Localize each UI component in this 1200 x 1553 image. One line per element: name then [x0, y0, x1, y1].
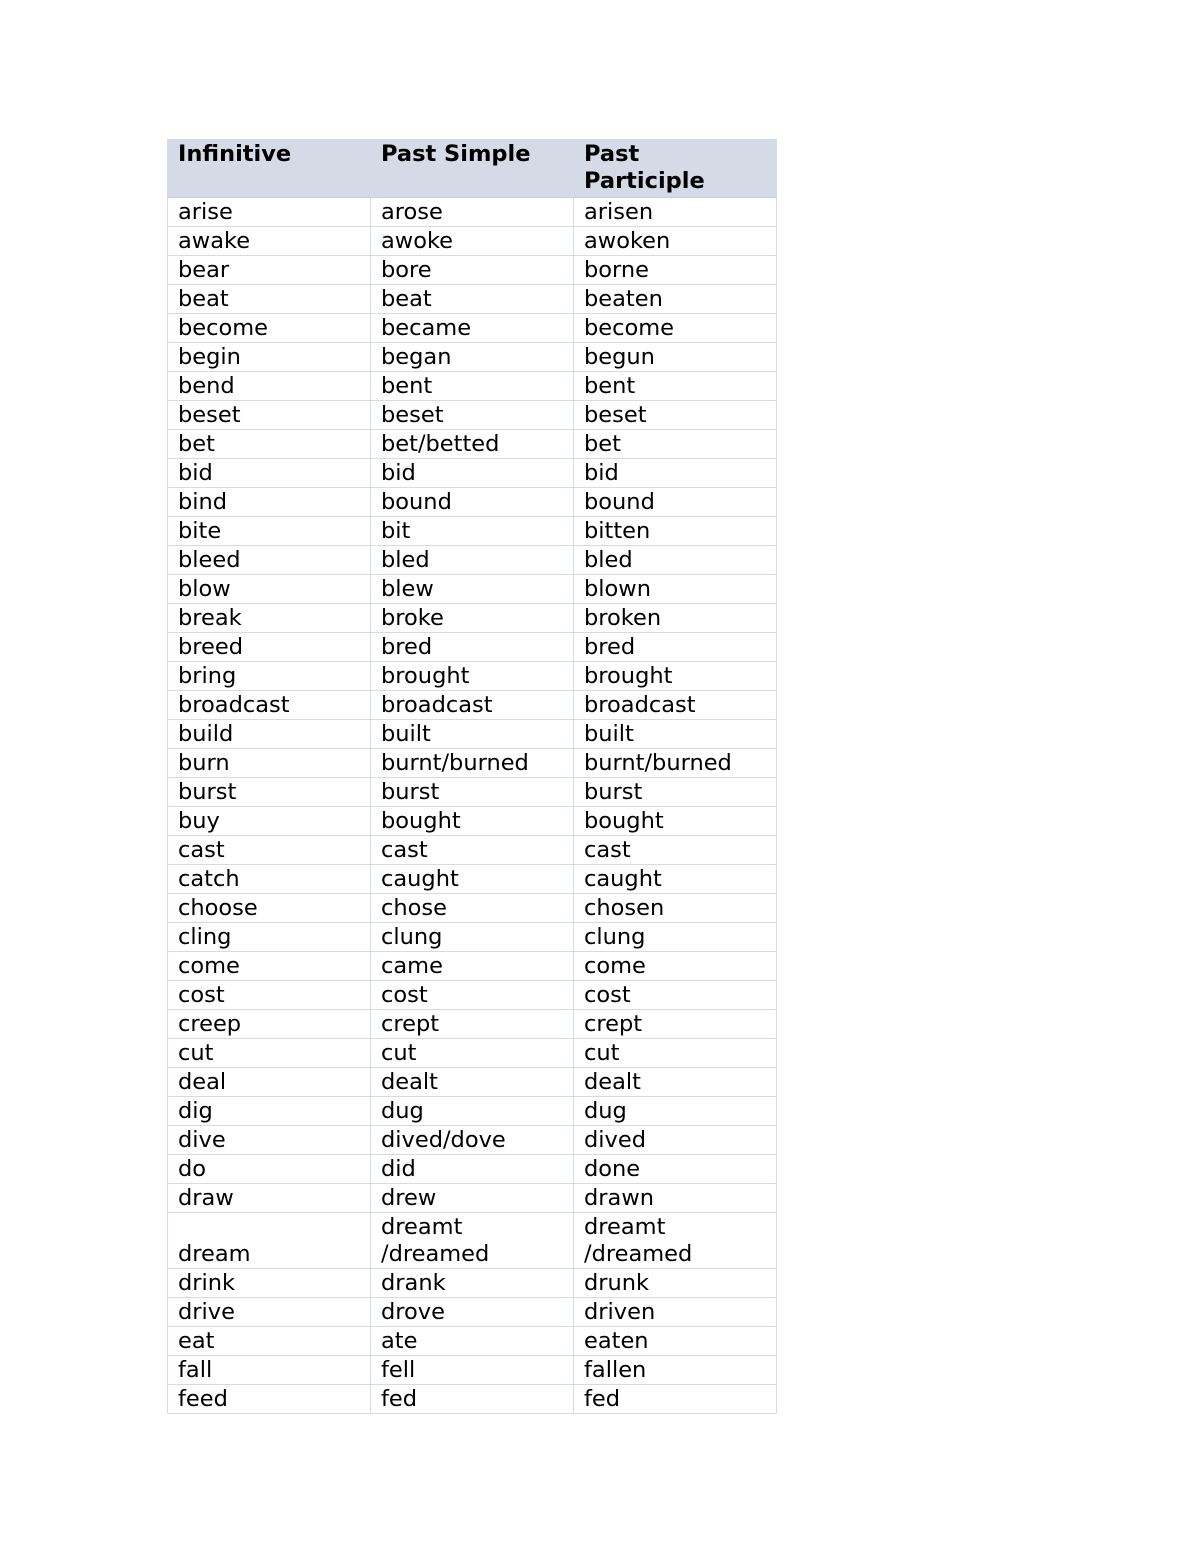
cell-past-participle: arisen: [574, 198, 777, 227]
cell-past-participle: bred: [574, 633, 777, 662]
table-row: [168, 401, 777, 430]
table-row: [168, 691, 777, 720]
cell-past-simple: cast: [371, 836, 574, 865]
cell-past-simple: bet/betted: [371, 430, 574, 459]
table-row: [168, 546, 777, 575]
cell-past-participle: burnt/burned: [574, 749, 777, 778]
cell-past-participle: bid: [574, 459, 777, 488]
cell-infinitive: bring: [168, 662, 371, 691]
cell-infinitive: cut: [168, 1039, 371, 1068]
cell-past-simple: drove: [371, 1298, 574, 1327]
cell-past-simple: awoke: [371, 227, 574, 256]
cell-infinitive: bite: [168, 517, 371, 546]
cell-past-participle: dived: [574, 1126, 777, 1155]
cell-past-simple: drew: [371, 1184, 574, 1213]
cell-past-simple: cut: [371, 1039, 574, 1068]
cell-infinitive: choose: [168, 894, 371, 923]
table-row: [168, 1356, 777, 1385]
table-row: [168, 836, 777, 865]
table-row: [168, 575, 777, 604]
cell-infinitive: drive: [168, 1298, 371, 1327]
cell-past-simple: drank: [371, 1269, 574, 1298]
table-row: [168, 807, 777, 836]
cell-past-simple: dug: [371, 1097, 574, 1126]
header-past-participle: Past Participle: [574, 140, 777, 198]
cell-infinitive: fall: [168, 1356, 371, 1385]
cell-past-simple: came: [371, 952, 574, 981]
table-row: [168, 1213, 777, 1269]
cell-infinitive: buy: [168, 807, 371, 836]
table-row: [168, 488, 777, 517]
cell-infinitive: bear: [168, 256, 371, 285]
cell-infinitive: broadcast: [168, 691, 371, 720]
cell-past-participle: built: [574, 720, 777, 749]
cell-past-participle: dug: [574, 1097, 777, 1126]
cell-past-simple: burnt/burned: [371, 749, 574, 778]
table-row: [168, 198, 777, 227]
cell-past-simple: broadcast: [371, 691, 574, 720]
table-row: [168, 314, 777, 343]
table-row: [168, 1298, 777, 1327]
cell-past-participle: bled: [574, 546, 777, 575]
cell-past-simple: built: [371, 720, 574, 749]
table-row: [168, 372, 777, 401]
cell-infinitive: feed: [168, 1385, 371, 1414]
cell-infinitive: dive: [168, 1126, 371, 1155]
table-row: [168, 1126, 777, 1155]
cell-infinitive: deal: [168, 1068, 371, 1097]
cell-past-participle: clung: [574, 923, 777, 952]
cell-past-simple: beat: [371, 285, 574, 314]
cell-past-simple: dealt: [371, 1068, 574, 1097]
table-row: [168, 256, 777, 285]
cell-past-simple: bore: [371, 256, 574, 285]
cell-past-participle: crept: [574, 1010, 777, 1039]
header-infinitive: Infinitive: [168, 140, 371, 198]
cell-past-simple: became: [371, 314, 574, 343]
cell-past-simple: clung: [371, 923, 574, 952]
cell-past-participle: become: [574, 314, 777, 343]
cell-past-simple: bled: [371, 546, 574, 575]
irregular-verbs-table: [167, 139, 777, 1414]
cell-past-simple: bit: [371, 517, 574, 546]
cell-infinitive: bend: [168, 372, 371, 401]
cell-past-participle: beset: [574, 401, 777, 430]
table-row: [168, 604, 777, 633]
cell-past-simple: dreamt /dreamed: [371, 1213, 574, 1269]
cell-past-simple: fed: [371, 1385, 574, 1414]
table-row: [168, 1068, 777, 1097]
cell-past-simple: chose: [371, 894, 574, 923]
cell-past-simple: bought: [371, 807, 574, 836]
cell-infinitive: cost: [168, 981, 371, 1010]
cell-infinitive: creep: [168, 1010, 371, 1039]
cell-past-participle: borne: [574, 256, 777, 285]
cell-past-participle: broadcast: [574, 691, 777, 720]
cell-infinitive: dream: [168, 1213, 371, 1269]
cell-infinitive: become: [168, 314, 371, 343]
cell-infinitive: eat: [168, 1327, 371, 1356]
cell-past-simple: caught: [371, 865, 574, 894]
cell-infinitive: come: [168, 952, 371, 981]
cell-past-participle: drawn: [574, 1184, 777, 1213]
table-row: [168, 1184, 777, 1213]
cell-infinitive: burst: [168, 778, 371, 807]
cell-past-simple: did: [371, 1155, 574, 1184]
table-row: [168, 720, 777, 749]
cell-past-participle: bet: [574, 430, 777, 459]
cell-past-participle: fed: [574, 1385, 777, 1414]
table-row: [168, 1269, 777, 1298]
cell-infinitive: catch: [168, 865, 371, 894]
table-body: [168, 198, 777, 1414]
cell-past-participle: dealt: [574, 1068, 777, 1097]
cell-infinitive: drink: [168, 1269, 371, 1298]
cell-past-participle: fallen: [574, 1356, 777, 1385]
table-row: [168, 923, 777, 952]
table-row: [168, 517, 777, 546]
cell-infinitive: beset: [168, 401, 371, 430]
cell-infinitive: blow: [168, 575, 371, 604]
cell-infinitive: awake: [168, 227, 371, 256]
cell-past-simple: blew: [371, 575, 574, 604]
cell-past-participle: bound: [574, 488, 777, 517]
cell-past-participle: done: [574, 1155, 777, 1184]
cell-infinitive: bleed: [168, 546, 371, 575]
cell-past-simple: brought: [371, 662, 574, 691]
cell-infinitive: cling: [168, 923, 371, 952]
cell-past-simple: crept: [371, 1010, 574, 1039]
header-row: [168, 140, 777, 198]
cell-infinitive: beat: [168, 285, 371, 314]
cell-infinitive: breed: [168, 633, 371, 662]
cell-past-participle: come: [574, 952, 777, 981]
cell-infinitive: dig: [168, 1097, 371, 1126]
cell-infinitive: do: [168, 1155, 371, 1184]
header-past-simple: Past Simple: [371, 140, 574, 198]
table-row: [168, 865, 777, 894]
table-row: [168, 430, 777, 459]
cell-past-simple: bred: [371, 633, 574, 662]
table-row: [168, 778, 777, 807]
cell-past-simple: broke: [371, 604, 574, 633]
cell-infinitive: draw: [168, 1184, 371, 1213]
cell-past-simple: beset: [371, 401, 574, 430]
cell-past-simple: burst: [371, 778, 574, 807]
cell-past-participle: dreamt /dreamed: [574, 1213, 777, 1269]
table-row: [168, 227, 777, 256]
table-row: [168, 1327, 777, 1356]
cell-past-simple: bid: [371, 459, 574, 488]
cell-infinitive: bind: [168, 488, 371, 517]
cell-infinitive: break: [168, 604, 371, 633]
table-row: [168, 1010, 777, 1039]
table-row: [168, 894, 777, 923]
table-row: [168, 952, 777, 981]
table-row: [168, 343, 777, 372]
table-header: [168, 140, 777, 198]
cell-infinitive: arise: [168, 198, 371, 227]
cell-past-participle: cost: [574, 981, 777, 1010]
cell-past-participle: cast: [574, 836, 777, 865]
cell-past-simple: bent: [371, 372, 574, 401]
cell-past-simple: began: [371, 343, 574, 372]
table-row: [168, 749, 777, 778]
table-row: [168, 1039, 777, 1068]
cell-infinitive: burn: [168, 749, 371, 778]
cell-past-participle: bought: [574, 807, 777, 836]
cell-past-participle: awoken: [574, 227, 777, 256]
cell-past-simple: fell: [371, 1356, 574, 1385]
cell-past-simple: bound: [371, 488, 574, 517]
table-row: [168, 981, 777, 1010]
table-row: [168, 1097, 777, 1126]
table-row: [168, 1385, 777, 1414]
cell-past-participle: blown: [574, 575, 777, 604]
cell-infinitive: build: [168, 720, 371, 749]
cell-past-participle: bent: [574, 372, 777, 401]
cell-past-participle: drunk: [574, 1269, 777, 1298]
table-row: [168, 285, 777, 314]
table-row: [168, 1155, 777, 1184]
cell-past-participle: eaten: [574, 1327, 777, 1356]
cell-past-simple: cost: [371, 981, 574, 1010]
cell-past-participle: broken: [574, 604, 777, 633]
cell-past-simple: ate: [371, 1327, 574, 1356]
cell-past-participle: begun: [574, 343, 777, 372]
table-row: [168, 459, 777, 488]
cell-infinitive: begin: [168, 343, 371, 372]
cell-past-participle: burst: [574, 778, 777, 807]
cell-past-participle: brought: [574, 662, 777, 691]
cell-past-participle: driven: [574, 1298, 777, 1327]
cell-past-simple: arose: [371, 198, 574, 227]
table-row: [168, 633, 777, 662]
table-row: [168, 662, 777, 691]
cell-infinitive: cast: [168, 836, 371, 865]
cell-past-participle: caught: [574, 865, 777, 894]
cell-past-participle: beaten: [574, 285, 777, 314]
cell-infinitive: bid: [168, 459, 371, 488]
cell-infinitive: bet: [168, 430, 371, 459]
cell-past-participle: chosen: [574, 894, 777, 923]
cell-past-participle: bitten: [574, 517, 777, 546]
cell-past-simple: dived/dove: [371, 1126, 574, 1155]
cell-past-participle: cut: [574, 1039, 777, 1068]
